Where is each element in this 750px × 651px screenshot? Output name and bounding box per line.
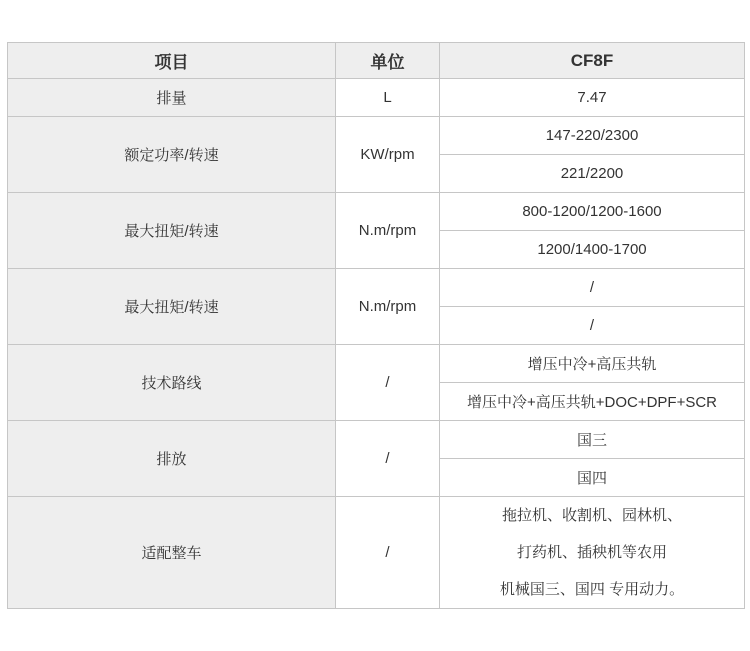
- table-header-row: [8, 43, 745, 79]
- table-row: [8, 421, 745, 459]
- row-value: 国三: [440, 421, 745, 459]
- row-item-label: 适配整车: [8, 497, 336, 609]
- table-row: [8, 79, 745, 117]
- row-value: 147-220/2300: [440, 117, 745, 155]
- table-row: [8, 193, 745, 231]
- row-unit: /: [336, 345, 440, 421]
- table-row: [8, 269, 745, 307]
- row-value: 国四: [440, 459, 745, 497]
- column-header-unit: 单位: [336, 43, 440, 79]
- row-value-line: 机械国三、国四 专用动力。: [499, 581, 685, 598]
- table-row: [8, 497, 745, 609]
- row-item-label: 排量: [8, 79, 336, 117]
- row-unit: L: [336, 79, 440, 117]
- column-header-model: CF8F: [440, 43, 745, 79]
- row-value: 1200/1400-1700: [440, 231, 745, 269]
- table-row: [8, 117, 745, 155]
- row-item-label: 排放: [8, 421, 336, 497]
- column-header-item: 项目: [8, 43, 336, 79]
- table-row: [8, 345, 745, 383]
- row-value: /: [440, 307, 745, 345]
- row-unit: KW/rpm: [336, 117, 440, 193]
- row-unit: /: [336, 421, 440, 497]
- row-value-line: 打药机、插秧机等农用: [516, 544, 667, 561]
- row-value: /: [440, 269, 745, 307]
- row-value-line: 拖拉机、收割机、园林机、: [501, 507, 682, 524]
- row-item-label: 额定功率/转速: [8, 117, 336, 193]
- row-value: 221/2200: [440, 155, 745, 193]
- row-value-multiline: [440, 497, 745, 609]
- row-value: 增压中冷+高压共轨+DOC+DPF+SCR: [440, 383, 745, 421]
- row-item-label: 技术路线: [8, 345, 336, 421]
- row-value: 800-1200/1200-1600: [440, 193, 745, 231]
- row-item-label: 最大扭矩/转速: [8, 193, 336, 269]
- row-unit: /: [336, 497, 440, 609]
- row-value: 增压中冷+高压共轨: [440, 345, 745, 383]
- row-value: 7.47: [440, 79, 745, 117]
- row-unit: N.m/rpm: [336, 193, 440, 269]
- row-item-label: 最大扭矩/转速: [8, 269, 336, 345]
- row-unit: N.m/rpm: [336, 269, 440, 345]
- engine-spec-table: [7, 42, 745, 609]
